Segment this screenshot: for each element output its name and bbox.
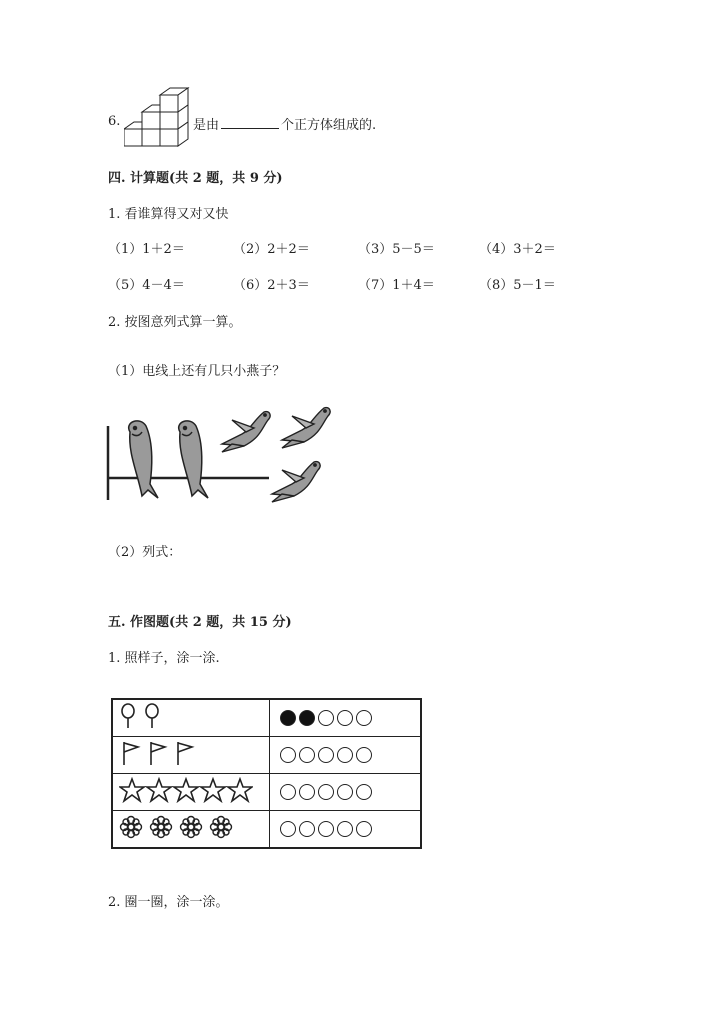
section-5-title: 五. 作图题(共 2 题，共 15 分) bbox=[108, 615, 292, 630]
flag-icon bbox=[124, 742, 138, 765]
calc-item-7: （7）1＋4＝ bbox=[358, 278, 435, 293]
circles-cell bbox=[270, 811, 422, 849]
table-row bbox=[112, 737, 421, 774]
perched-swallow-icon bbox=[179, 421, 208, 498]
empty-circle[interactable] bbox=[337, 747, 353, 763]
empty-circle[interactable] bbox=[318, 710, 334, 726]
calc-item-5: （5）4－4＝ bbox=[108, 278, 185, 293]
calc-item-4: （4）3＋2＝ bbox=[479, 242, 556, 257]
swallows-on-wire-illustration bbox=[104, 404, 336, 504]
star-cell bbox=[112, 774, 270, 811]
empty-circle[interactable] bbox=[356, 710, 372, 726]
empty-circle[interactable] bbox=[337, 710, 353, 726]
table-row bbox=[112, 699, 421, 737]
question-6 bbox=[108, 114, 120, 129]
star-icon bbox=[147, 779, 171, 801]
question-number: 6. bbox=[108, 114, 121, 129]
flower-icon bbox=[121, 817, 142, 838]
empty-circle[interactable] bbox=[356, 784, 372, 800]
balloon-icon bbox=[146, 704, 158, 728]
section-4-q2-title: 2. 按图意列式算一算。 bbox=[108, 315, 242, 330]
star-icon bbox=[228, 779, 252, 801]
empty-circle[interactable] bbox=[299, 784, 315, 800]
filled-circle bbox=[299, 710, 315, 726]
circles-cell bbox=[270, 699, 422, 737]
balloon-icon bbox=[122, 704, 134, 728]
section-4-q1-title: 1. 看谁算得又对又快 bbox=[108, 207, 229, 222]
calc-item-3: （3）5－5＝ bbox=[358, 242, 435, 257]
section-4-q2-sub1: （1）电线上还有几只小燕子？ bbox=[108, 364, 286, 379]
empty-circle[interactable] bbox=[337, 821, 353, 837]
empty-circle[interactable] bbox=[337, 784, 353, 800]
empty-circle[interactable] bbox=[299, 821, 315, 837]
cube-stack-figure bbox=[124, 85, 192, 147]
section-5-q1-title: 1. 照样子，涂一涂. bbox=[108, 651, 220, 666]
section-5-q2-title: 2. 圈一圈，涂一涂。 bbox=[108, 895, 229, 910]
flower-cell bbox=[112, 811, 270, 849]
empty-circle[interactable] bbox=[280, 821, 296, 837]
empty-circle[interactable] bbox=[318, 784, 334, 800]
star-icon bbox=[120, 779, 144, 801]
flag-icon bbox=[151, 742, 165, 765]
flying-swallow-icon bbox=[222, 412, 270, 452]
flying-swallow-icon bbox=[272, 462, 320, 502]
section-4-q2-sub2: （2）列式： bbox=[108, 545, 182, 560]
flower-icon bbox=[211, 817, 232, 838]
flower-icon bbox=[181, 817, 202, 838]
calc-item-1: （1）1＋2＝ bbox=[108, 242, 185, 257]
empty-circle[interactable] bbox=[356, 821, 372, 837]
perched-swallow-icon bbox=[129, 421, 158, 498]
calc-item-8: （8）5－1＝ bbox=[479, 278, 556, 293]
answer-blank[interactable] bbox=[221, 116, 279, 129]
question-6-text: 是由 个正方体组成的. bbox=[193, 118, 377, 133]
empty-circle[interactable] bbox=[299, 747, 315, 763]
empty-circle[interactable] bbox=[356, 747, 372, 763]
table-row bbox=[112, 774, 421, 811]
filled-circle bbox=[280, 710, 296, 726]
empty-circle[interactable] bbox=[318, 747, 334, 763]
circles-cell bbox=[270, 774, 422, 811]
calc-item-6: （6）2＋3＝ bbox=[233, 278, 310, 293]
star-icon bbox=[174, 779, 198, 801]
flag-icon bbox=[178, 742, 192, 765]
flag-cell bbox=[112, 737, 270, 774]
empty-circle[interactable] bbox=[280, 784, 296, 800]
calc-item-2: （2）2＋2＝ bbox=[233, 242, 310, 257]
star-icon bbox=[201, 779, 225, 801]
flower-icon bbox=[151, 817, 172, 838]
empty-circle[interactable] bbox=[280, 747, 296, 763]
empty-circle[interactable] bbox=[318, 821, 334, 837]
coloring-table bbox=[111, 698, 422, 849]
table-row bbox=[112, 811, 421, 849]
flying-swallow-icon bbox=[282, 408, 330, 448]
section-4-title: 四. 计算题(共 2 题，共 9 分) bbox=[108, 171, 283, 186]
circles-cell bbox=[270, 737, 422, 774]
balloon-cell bbox=[112, 699, 270, 737]
